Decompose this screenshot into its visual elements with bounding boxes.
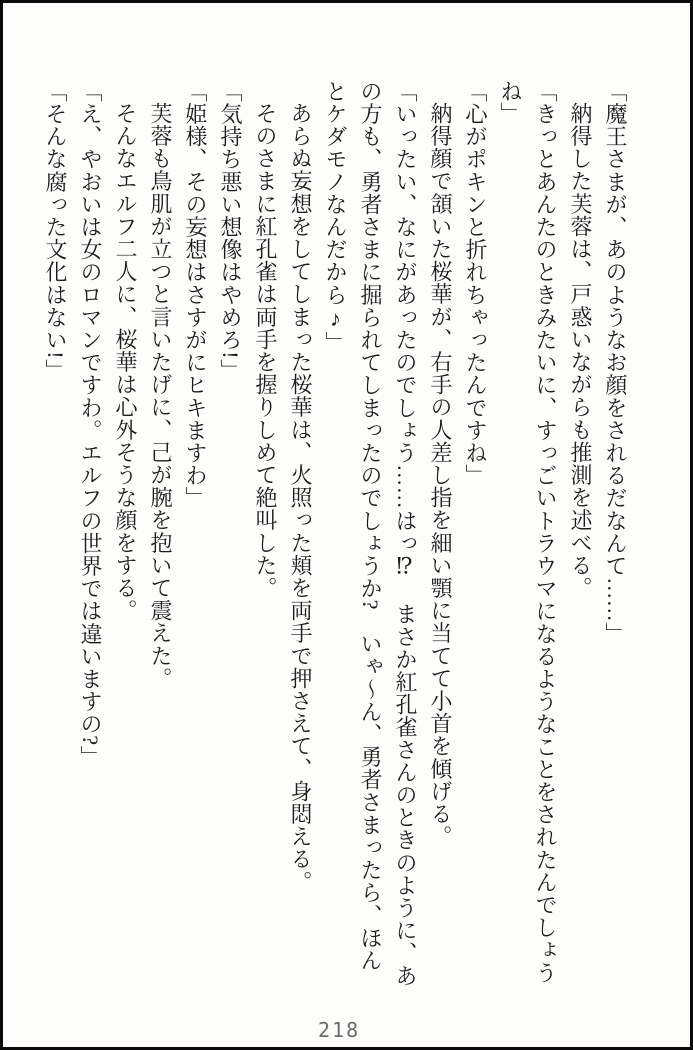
text-line: そんなエルフ二人に、桜華は心外そうな顔をする。 [113,102,138,622]
text-line: 「心がポキンと折れちゃったんですね」 [463,80,488,487]
text-line: 「いったい、なにがあったのでしょう……はっ⁉ まさか紅孔雀さんのときのように、あ [393,80,418,987]
text-line: 納得した芙蓉は、戸惑いながらも推測を述べる。 [568,102,593,600]
text-line: 「きっとあんたのときみたいに、すっごいトラウマになるようなことをされたんでしょう [533,80,558,984]
page-number: 218 [318,1018,361,1042]
text-line: とケダモノなんだから♪」 [323,80,348,355]
text-line: 「え、やおいは女のロマンですわ。エルフの世界では違いますの?」 [78,80,103,769]
text-line: 納得顔で頷いた桜華が、右手の人差し指を細い顎に当てて小首を傾げる。 [428,102,453,848]
text-line: 「そんな腐った文化はない!」 [43,80,68,382]
text-line: の方も、勇者さまに掘られてしまったのでしょうか? いゃ〜ん、勇者さまったら、ほん [358,80,383,972]
text-line: 「気持ち悪い想像はやめろ!」 [218,80,243,382]
text-line: 「魔王さまが、あのようなお顔をされるだなんて……」 [603,80,628,645]
text-line: 「姫様、その妄想はさすがにヒキますわ」 [183,80,208,510]
text-line: 芙蓉も鳥肌が立つと言いたげに、己が腕を抱いて震えた。 [148,102,173,690]
text-line: あらぬ妄想をしてしまった桜華は、火照った頬を両手で押さえて、身悶える。 [288,102,313,893]
text-line: ね」 [498,80,523,126]
vertical-text-block [38,80,633,995]
text-line: そのさまに紅孔雀は両手を握りしめて絶叫した。 [253,102,278,600]
